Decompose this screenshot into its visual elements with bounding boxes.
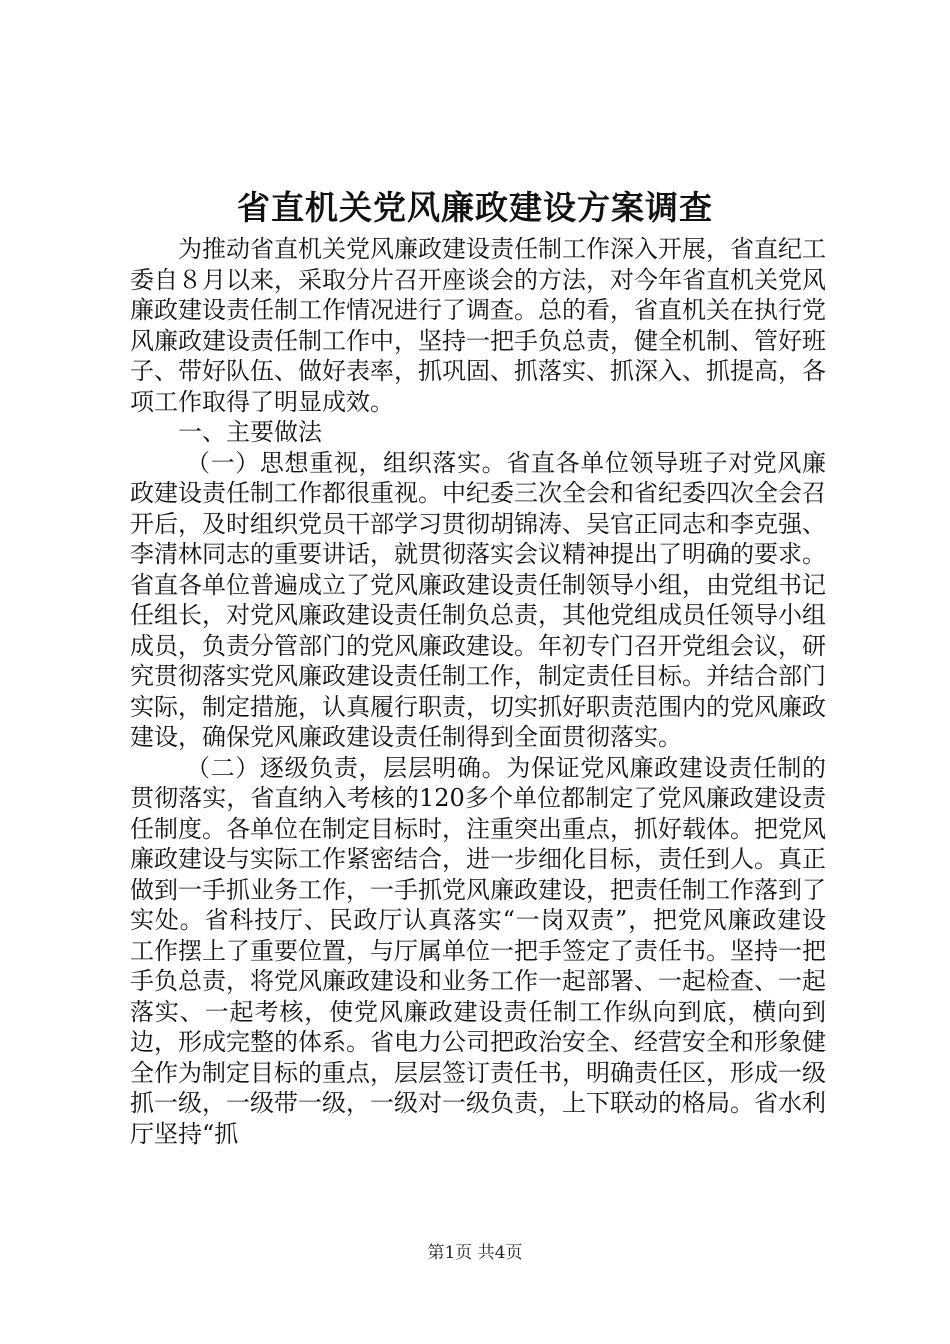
document-title: 省直机关党风廉政建设方案调查 [237,188,713,227]
document-body [130,234,826,1149]
paragraph-2: （二）逐级负责，层层明确。为保证党风廉政建设责任制的贯彻落实，省直纳入考核的120多个单位都制定了党风廉政建设责任制度。各单位在制定目标时，注重突出重点，抓好载体。把党风廉政建设与实际工作紧密结合，进一步细化目标，责任到人。真正做到一手抓业务工作，一手抓党风廉政建设，把责任制工作落到了实处。省科技厅、民政厅认真落实“一岗双责”，把党风廉政建设工作摆上了重要位置，与厅属单位一把手签定了责任书。坚持一把手负总责，将党风廉政建设和业务工作一起部署、一起检查、一起落实、一起考核，使党风廉政建设责任制工作纵向到底，横向到边，形成完整的体系。省电力公司把政治安全、经营安全和形象健全作为制定目标的重点，层层签订责任书，明确责任区，形成一级抓一级，一级带一级，一级对一级负责，上下联动的格局。省水利厅坚持“抓 [130,753,826,1148]
page-footer: 第1页 共4页 [427,1243,523,1263]
intro-paragraph: 为推动省直机关党风廉政建设责任制工作深入开展，省直纪工委自８月以来，采取分片召开座谈会的方法，对今年省直机关党风廉政建设责任制工作情况进行了调查。总的看，省直机关在执行党风廉政建设责任制工作中，坚持一把手负总责，健全机制、管好班子、带好队伍、做好表率，抓巩固、抓落实、抓深入、抓提高，各项工作取得了明显成效。 [130,235,826,416]
section-heading: 一、主要做法 [178,418,322,446]
paragraph-1: （一）思想重视，组织落实。省直各单位领导班子对党风廉政建设责任制工作都很重视。中纪委三次全会和省纪委四次全会召开后，及时组织党员干部学习贯彻胡锦涛、吴官正同志和李克强、李清林同志的重要讲话，就贯彻落实会议精神提出了明确的要求。省直各单位普遍成立了党风廉政建设责任制领导小组，由党组书记任组长，对党风廉政建设责任制负总责，其他党组成员任领导小组成员，负责分管部门的党风廉政建设。年初专门召开党组会议，研究贯彻落实党风廉政建设责任制工作，制定责任目标。并结合部门实际，制定措施，认真履行职责，切实抓好职责范围内的党风廉政建设，确保党风廉政建设责任制得到全面贯彻落实。 [130,448,826,751]
